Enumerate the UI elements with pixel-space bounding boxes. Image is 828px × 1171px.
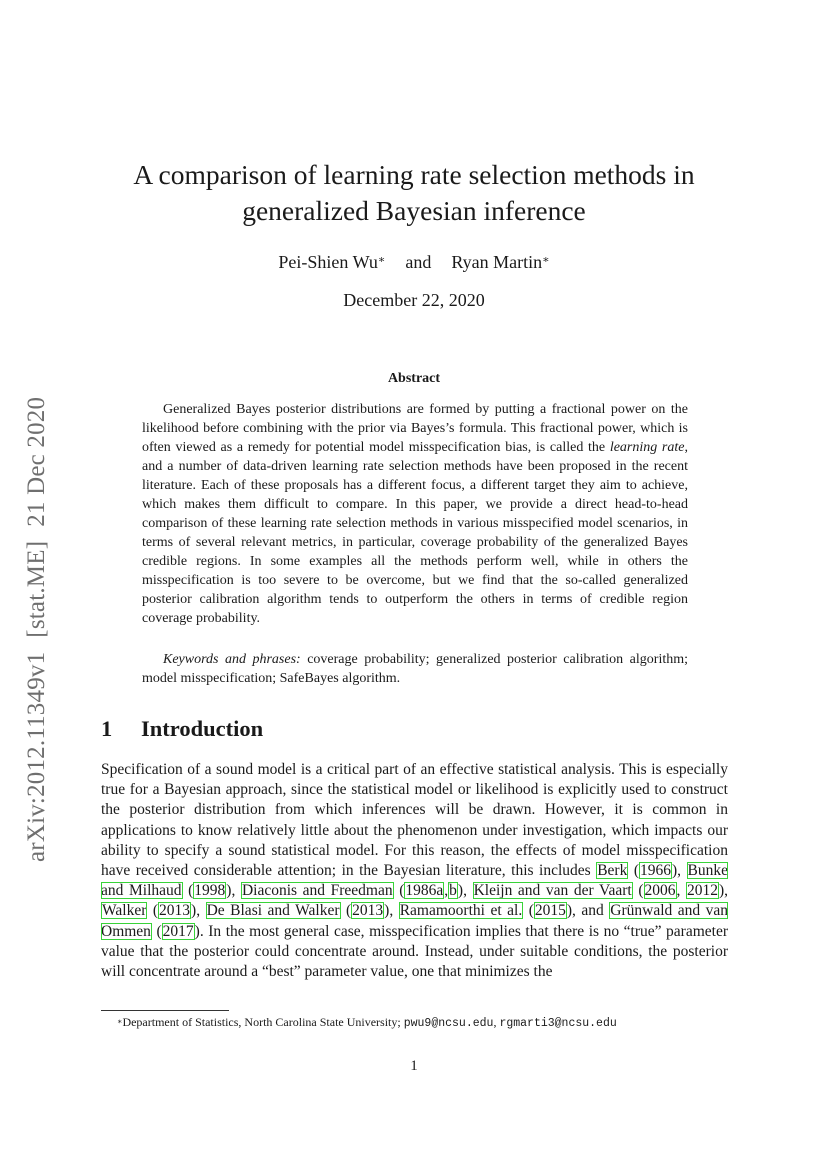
author-1: Pei-Shien Wu bbox=[278, 252, 378, 272]
section-heading bbox=[101, 716, 263, 742]
citation-link[interactable]: Grünwald and van Ommen bbox=[101, 902, 729, 940]
arxiv-id: arXiv:2012.11349v1 bbox=[23, 651, 50, 862]
citation-link[interactable]: 1966 bbox=[639, 862, 671, 880]
citation-link[interactable]: De Blasi and Walker bbox=[206, 902, 340, 920]
citation-link[interactable]: Kleijn and van der Vaart bbox=[473, 882, 632, 900]
keywords-text: coverage probability; generalized posterior calibration algorithm; model misspecification; SafeBayes algorithm. bbox=[142, 652, 688, 686]
abstract-text-1: Generalized Bayes posterior distributions are formed by putting a fractional power on the likelihood before combining with the prior via Bayes’s formula. This fractional power, which is often viewed as a remedy for potential model misspecification bias, is called the bbox=[142, 402, 688, 455]
citation-link[interactable]: 2006 bbox=[644, 882, 676, 900]
citation-link[interactable]: Ramamoorthi et al. bbox=[399, 902, 523, 920]
citation-link[interactable]: Bunke and Milhaud bbox=[101, 862, 728, 900]
arxiv-date: 21 Dec 2020 bbox=[23, 396, 50, 527]
citation-link[interactable]: 2013 bbox=[159, 902, 191, 920]
author-2: Ryan Martin bbox=[451, 252, 543, 272]
footnote-mark: ∗ bbox=[117, 1017, 123, 1026]
section-title: Introduction bbox=[141, 716, 264, 741]
citation-link[interactable]: 1986a bbox=[405, 882, 444, 900]
citation-link[interactable]: 2012 bbox=[686, 882, 718, 900]
arxiv-identifier bbox=[23, 342, 63, 862]
footnote-divider bbox=[101, 1010, 229, 1011]
section-number: 1 bbox=[101, 716, 113, 741]
email-link[interactable]: rgmarti3@ncsu.edu bbox=[499, 1017, 617, 1030]
author-2-footnote-mark[interactable]: ∗ bbox=[542, 254, 550, 266]
footnote-separator: , bbox=[493, 1015, 500, 1029]
citation-link[interactable]: 2017 bbox=[162, 922, 194, 940]
page-number: 1 bbox=[410, 1058, 418, 1074]
citation-link[interactable]: Berk bbox=[597, 862, 628, 880]
arxiv-category: [stat.ME] bbox=[23, 540, 50, 638]
abstract-text-2: , and a number of data-driven learning rate selection methods have been proposed in the recent literature. Each of these proposals has a different focus, a different target they aim to achieve, which makes them difficult to compare. In this paper, we provide a direct head-to-head comparison of these learning rate selection methods in various misspecified model scenarios, in terms of several relevant metrics, in particular, coverage probability of the generalized Bayes credible regions. In some examples all the methods perform well, while in others the misspecification is too severe to be overcome, but we find that the so-called generalized posterior calibration algorithm tends to outperform the others in terms of credible region coverage probability. bbox=[142, 440, 688, 626]
abstract-body bbox=[142, 400, 688, 628]
citation-link[interactable]: 2013 bbox=[352, 902, 384, 920]
author-1-footnote-mark[interactable]: ∗ bbox=[377, 254, 386, 266]
author-conjunction: and bbox=[405, 252, 432, 272]
intro-text-1: Specification of a sound model is a critical part of an effective statistical analysis. This is especially true for a Bayesian approach, since the statistical model or likelihood is explicitly used to construct the posterior distribution from which inferences will be drawn. However, it is common in applications to know relatively little about the phenomenon under investigation, which impacts our ability to specify a sound statistical model. For this reason, the effects of model misspecification have received considerable attention; in the Bayesian literature, this includes bbox=[101, 761, 728, 880]
author-line bbox=[90, 250, 738, 274]
citation-link[interactable]: 1998 bbox=[194, 882, 226, 900]
keywords-label: Keywords and phrases: bbox=[163, 652, 301, 667]
intro-text-2: . In the most general case, misspecification implies that there is no “true” parameter value that the posterior could concentrate around. Instead, under suitable conditions, the posterior will concentrate around a “best” parameter value, one that minimizes the bbox=[101, 922, 728, 981]
citation-link[interactable]: Walker bbox=[102, 902, 147, 920]
keywords bbox=[142, 650, 688, 688]
paper-title: A comparison of learning rate selection methods in generalized Bayesian inference bbox=[133, 159, 695, 226]
citation-link[interactable]: 2015 bbox=[534, 902, 566, 920]
citation-link[interactable]: b bbox=[449, 882, 457, 900]
footnote-text: Department of Statistics, North Carolina State University; bbox=[122, 1015, 404, 1029]
paper-date: December 22, 2020 bbox=[343, 290, 485, 310]
intro-paragraph: Specification of a sound model is a critical part of an effective statistical analysis. This is especially true for a Bayesian approach, since the statistical model or likelihood is explicitly used to construct the posterior distribution from which inferences will be drawn. However, it is common in applications to know relatively little about the phenomenon under investigation, which impacts our ability to specify a sound statistical model. For this reason, the effects of model misspecification have received considerable attention; in the Bayesian literature, this includes Berk (1966), Bunke and Milhaud (1998), Diaconis and Freedman (1986a,b), Kleijn and van der Vaart (2006, 2012), Walker (2013), De Blasi and Walker (2013), Ramamoorthi et al. (2015), and Grünwald and van Ommen (2017). In the most general case, misspecification implies that there is no “true” parameter value that the posterior could concentrate around. Instead, under suitable conditions, the posterior will concentrate around a “best” parameter value, one that minimizes the bbox=[101, 761, 729, 981]
footnote bbox=[117, 1014, 617, 1032]
abstract-emphasis: learning rate bbox=[609, 440, 685, 455]
citation-link[interactable]: Diaconis and Freedman bbox=[241, 882, 393, 900]
abstract-heading: Abstract bbox=[387, 371, 441, 386]
email-link[interactable]: pwu9@ncsu.edu bbox=[403, 1017, 494, 1030]
